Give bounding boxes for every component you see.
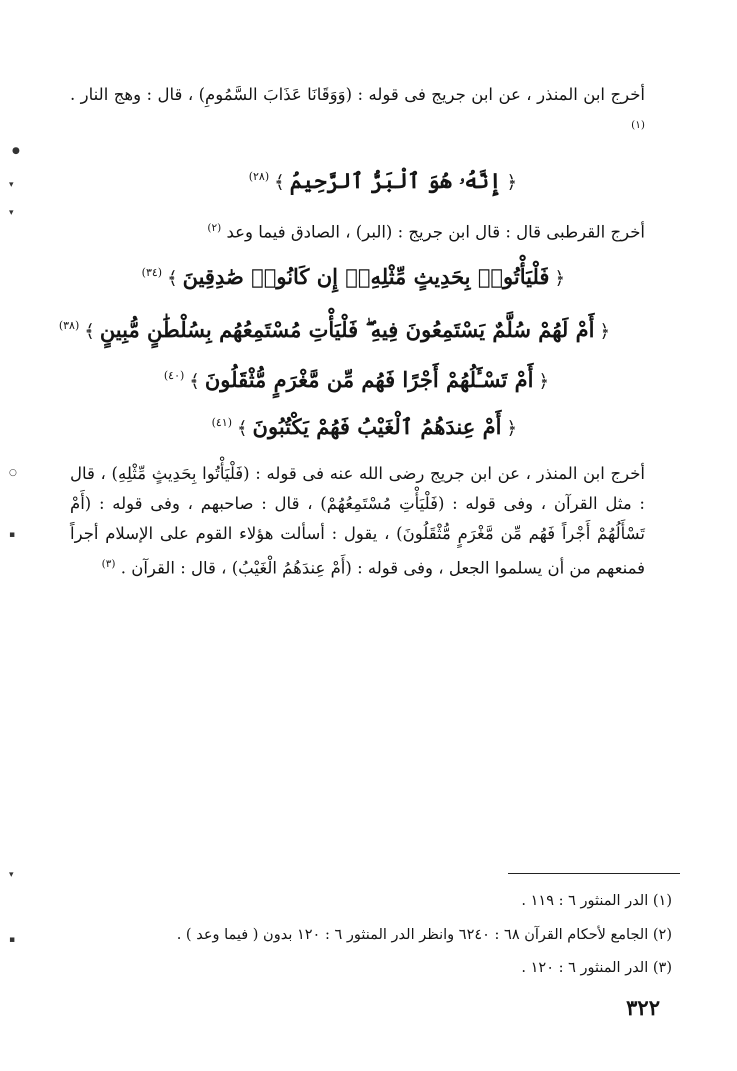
verse-number: (٤٠) <box>163 369 185 382</box>
paragraph-2-text: أخرج القرطبى قال : قال ابن جريج : (البر) ، الصادق فيما وعد <box>226 222 645 242</box>
margin-mark: ▾ <box>9 180 14 190</box>
verse-open-ornament: ﴿ <box>599 321 610 342</box>
verse-text: فَلْيَأْتُوا۟ بِحَدِيثٍ مِّثْلِهِۦٓ إِن كَانُوا۟ صَٰدِقِينَ <box>182 264 550 289</box>
paragraph-1-text: أخرج ابن المنذر ، عن ابن جريج فى قوله : (وَوَقَانَا عَذَابَ السَّمُومِ) ، قال : وهج النار . <box>70 85 645 104</box>
paragraph-2 <box>70 213 645 248</box>
footnote-2: (٢) الجامع لأحكام القرآن ٦٨ : ٦٢٤٠ وانظر الدر المنثور ٦ : ١٢٠ بدون ( فيما وعد ) . <box>176 927 672 943</box>
verse-number: (٢٨) <box>248 170 270 183</box>
verse-close-ornament: ﴾ <box>189 371 200 392</box>
quran-verse-34 <box>142 258 570 294</box>
quran-verse-40 <box>164 361 554 397</box>
footnote-ref-3: (٣) <box>101 558 116 570</box>
paragraph-3 <box>70 459 645 584</box>
verse-close-ornament: ﴾ <box>274 172 285 193</box>
verse-number: (٣٤) <box>141 266 163 279</box>
verse-open-ornament: ﴿ <box>506 172 517 193</box>
verse-open-ornament: ﴿ <box>506 418 517 439</box>
margin-mark: ▾ <box>9 870 14 880</box>
footnote-3: (٣) الدر المنثور ٦ : ١٢٠ . <box>521 960 672 976</box>
verse-number: (٣٨) <box>58 319 80 332</box>
paragraph-3-text: أخرج ابن المنذر ، عن ابن جريج رضى الله عنه فى قوله : (فَلْيَأْتُوا بِحَدِيثٍ مِّثْلِهِ) ، قال : مثل القرآن ، وفى قوله : (فَلْيَأْتِ مُسْتَمِعُهُمْ) ، قال : صاحبهم ، وفى قوله : (أَمْ تَسْأَلُهُمْ أَجْراً فَهُم مِّن مَّغْرَمٍ مُّثْقَلُونَ) ، يقول : أسألت هؤلاء القوم على الإسلام أجراً فمنعهم من أن يسلموا الجعل ، وفى قوله : (أَمْ عِندَهُمُ الْغَيْبُ) ، قال : القرآن . <box>70 464 645 578</box>
margin-mark: ○ <box>9 468 17 478</box>
margin-mark: ▾ <box>9 208 14 218</box>
quran-verse-38 <box>59 311 615 347</box>
quran-verse-28 <box>249 162 522 198</box>
margin-mark: ▪ <box>9 935 16 945</box>
footnote-ref-1: (١) <box>631 119 645 131</box>
footnote-separator <box>508 873 680 874</box>
verse-close-ornament: ﴾ <box>84 321 95 342</box>
verse-text: أَمْ لَهُمْ سُلَّمٌ يَسْتَمِعُونَ فِيهِ ۖ فَلْيَأْتِ مُسْتَمِعُهُم بِسُلْطَٰنٍ مُّبِينٍ <box>99 317 595 342</box>
footnote-1: (١) الدر المنثور ٦ : ١١٩ . <box>521 893 672 909</box>
margin-mark: ● <box>12 146 20 156</box>
verse-number: (٤١) <box>211 416 232 429</box>
verse-open-ornament: ﴿ <box>538 371 549 392</box>
margin-mark: ▪ <box>9 530 16 540</box>
quran-verse-41 <box>212 408 522 444</box>
verse-close-ornament: ﴾ <box>237 418 248 439</box>
footnote-ref-2: (٢) <box>207 222 222 234</box>
verse-text: أَمْ عِندَهُمُ ٱلْغَيْبُ فَهُمْ يَكْتُبُونَ <box>252 414 502 439</box>
page-number: ٣٢٢ <box>626 995 660 1020</box>
verse-text: أَمْ تَسْـَٔلُهُمْ أَجْرًا فَهُم مِّن مَّغْرَمٍ مُّثْقَلُونَ <box>204 367 534 392</box>
paragraph-1 <box>70 80 645 145</box>
verse-close-ornament: ﴾ <box>167 268 178 289</box>
verse-open-ornament: ﴿ <box>554 268 565 289</box>
verse-text: إِنَّهُۥ هُوَ ٱلْبَرُّ ٱلرَّحِيمُ <box>289 168 502 193</box>
